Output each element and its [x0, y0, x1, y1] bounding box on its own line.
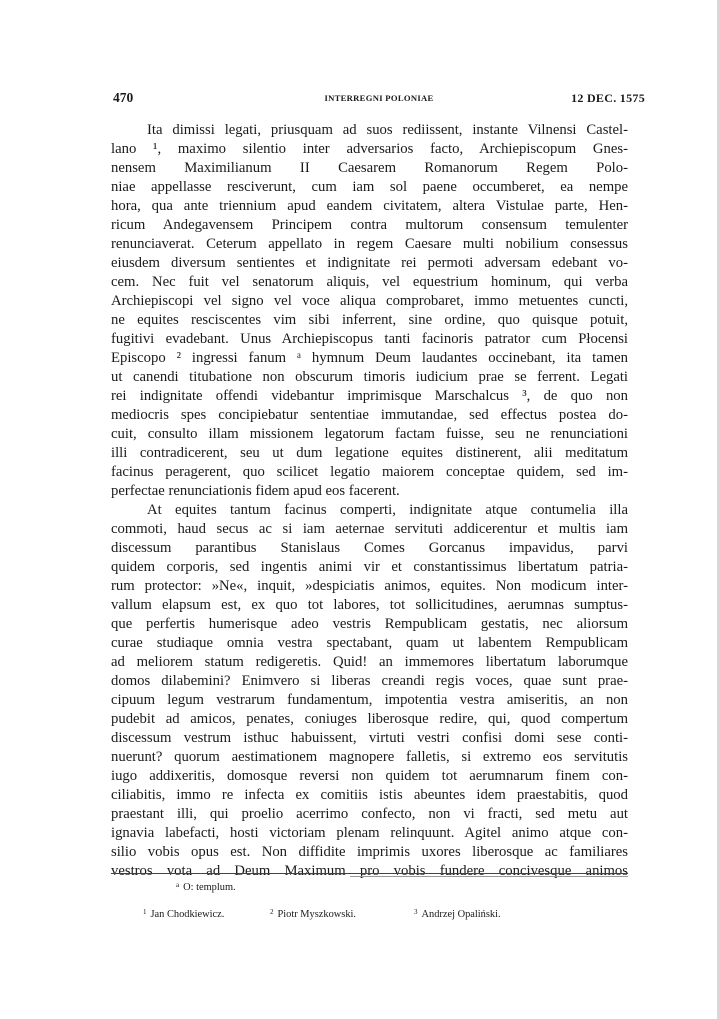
- text-line: domos dilabemini? Enimvero si liberas creandi regis voces, quae sunt prae-: [111, 673, 628, 689]
- text-line: ad meliorem statum redigeretis. Quid! an immemores libertatum laborumque: [111, 654, 628, 670]
- text-line: facinus peragerent, quo scilicet legatio maiorem conceptae quidem, sed im-: [111, 464, 628, 480]
- footnote-3: [414, 908, 501, 920]
- text-line: nensem Maximilianum II Caesarem Romanorum Regem Polo-: [111, 160, 628, 176]
- text-line: commoti, haud secus ac si iam aeternae servituti addicerentur et multis iam: [111, 521, 628, 537]
- text-line: cipuum legum vestrarum fundamentum, impotentia vestra amiseritis, an non: [111, 692, 628, 708]
- footnote-mark: 3: [414, 908, 418, 916]
- text-line: mediocris spes concipiebatur sententiae immutandae, sed effectus postea do-: [111, 407, 628, 423]
- text-line: Ita dimissi legati, priusquam ad suos rediissent, instante Vilnensi Castel-: [147, 122, 628, 138]
- footnote-1: [143, 908, 224, 920]
- text-line: discessum parantibus Stanislaus Comes Gorcanus impavidus, parvi: [111, 540, 628, 556]
- text-line: perfectae renunciationis fidem apud eos facerent.: [111, 483, 400, 499]
- footnote-rule: [111, 873, 628, 874]
- text-line: illi contradicerent, seu ut dum legatione equites distinerent, alii meditatum: [111, 445, 628, 461]
- text-line: ciliabitis, immo re infecta ex comitiis istis abeuntes idem praestabitis, quod: [111, 787, 628, 803]
- text-line: rei indignitate offendi videbantur imprimisque Marschalcus ³, de quo non: [111, 388, 628, 404]
- text-line: ignavia labefacti, hosti victoriam plenam relinquunt. Agitel animo atque con-: [111, 825, 628, 841]
- text-line: ricum Andegavensem Principem contra multorum consensum temulenter: [111, 217, 628, 233]
- footnote-text: O: templum.: [183, 882, 236, 893]
- text-line: rum protector: »Ne«, inquit, »despiciatis animos, equites. Non modicum inter-: [111, 578, 628, 594]
- footnote-text: Andrzej Opaliński.: [421, 909, 501, 920]
- text-line: At equites tantum facinus comperti, indignitate atque contumelia illa: [147, 502, 628, 518]
- text-line: que perfertis humerisque adeo vestris Rempublicam gestatis, nec aliorsum: [111, 616, 628, 632]
- text-line: cem. Nec fuit vel senatorum aliquis, vel equestrium hominum, qui verba: [111, 274, 628, 290]
- footnote-text: Jan Chodkiewicz.: [150, 909, 225, 920]
- footnote-2: [270, 908, 356, 920]
- text-line: discessum vestrum isthuc habuissent, virtuti vestri confisi domi sese conti-: [111, 730, 628, 746]
- main-text: [111, 121, 628, 881]
- text-line: nuerunt? quorum aestimationem magnopere falletis, si extremo eos servitutis: [111, 749, 628, 765]
- text-line: cuit, consulto illam missionem legatorum factam fuisse, seu ne renunciationi: [111, 426, 628, 442]
- text-line: fugitivi evadebant. Unus Archiepiscopus tanti facinoris patrator cum Płocensi: [111, 331, 628, 347]
- text-line: vallum elapsum est, ex quo tot labores, tot sollicitudines, aerumnas sumptus-: [111, 597, 628, 613]
- text-line: silio vobis opus est. Non diffidite imprimis uxores liberosque ac familiares: [111, 844, 628, 860]
- text-line: hora, qua ante triennium apud eandem civitatem, altera Vistulae parte, Hen-: [111, 198, 628, 214]
- text-line: niae appellasse resciverunt, cum iam sol paene occumberet, ea nempe: [111, 179, 628, 195]
- text-line: vestros vota ad Deum Maximum pro vobis fundere concivesque animos: [111, 863, 628, 879]
- text-line: renunciaverat. Ceterum appellato in regem Caesare multi nobilium consessus: [111, 236, 628, 252]
- text-line: ne equites resciscentes vim sibi inferrent, sine ordine, quo quisque potuit,: [111, 312, 628, 328]
- page-number: 470: [113, 90, 134, 105]
- footnote-rule-secondary: [350, 876, 628, 877]
- text-line: pudebit ad amicos, penates, coniuges liberosque redire, qui, quod compertum: [111, 711, 628, 727]
- text-line: quidem corporis, sed ingentis animi vir et constantissimus libertatum patria-: [111, 559, 628, 575]
- running-title: INTERREGNI POLONIAE: [324, 93, 434, 103]
- footnote-mark: 2: [270, 908, 274, 916]
- text-line: ut canendi titubatione non obscurum timoris iudicium prae se ferrent. Legati: [111, 369, 628, 385]
- running-head: [113, 90, 645, 110]
- text-line: Archiepiscopi vel signo vel voce aliqua comprobaret, immo metuentes cuncti,: [111, 293, 628, 309]
- footnote-mark: a: [176, 881, 180, 889]
- text-line: eiusdem diversum sentientes et indignitate rei permoti adversam edebant vo-: [111, 255, 628, 271]
- footnote-text: Piotr Myszkowski.: [277, 909, 357, 920]
- text-line: curae studiaque omnia vestra spectabant, quam ut labentem Rempublicam: [111, 635, 628, 651]
- text-line: Episcopo ² ingressi fanum ᵃ hymnum Deum laudantes occinebant, ita tamen: [111, 350, 628, 366]
- text-line: praestant illi, qui proelio acerrimo confecto, non vi fracti, sed metu aut: [111, 806, 628, 822]
- footnote-textual-a: [176, 881, 236, 893]
- text-line: lano ¹, maximo silentio inter adversarios facto, Archiepiscopum Gnes-: [111, 141, 628, 157]
- running-date: 12 DEC. 1575: [571, 91, 645, 105]
- footnote-mark: 1: [143, 908, 147, 916]
- text-line: iugo addixeritis, domosque reversi non quidem tot aerumnarum finem con-: [111, 768, 628, 784]
